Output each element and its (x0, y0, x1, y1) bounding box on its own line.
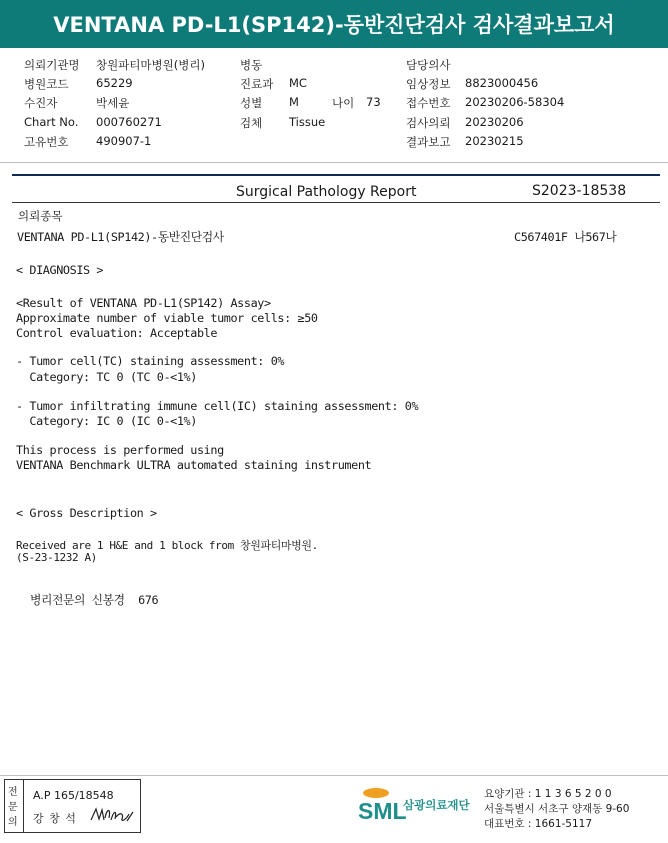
vertical-char: 문 (8, 802, 18, 813)
value-hospital-code: 65229 (96, 76, 133, 90)
label-requesting-institution: 의뢰기관명 (24, 58, 80, 72)
gross-line: Received are 1 H&E and 1 block from 창원파티마병원. (16, 539, 318, 552)
body-line: Category: IC 0 (IC 0-<1%) (16, 414, 197, 428)
value-department: MC (289, 76, 307, 90)
body-line: Approximate number of viable tumor cells: ≥50 (16, 311, 318, 325)
value-sex: M (289, 95, 299, 109)
label-chart-no: Chart No. (24, 115, 79, 129)
label-clinical-info: 임상정보 (406, 77, 451, 91)
value-clinical-info: 8823000456 (465, 76, 539, 90)
report-main-title: VENTANA PD-L1(SP142)-동반진단검사 검사결과보고서 (53, 13, 615, 37)
label-request-date: 검사의뢰 (406, 116, 451, 130)
value-report-date: 20230215 (465, 134, 524, 148)
report-title: Surgical Pathology Report (236, 184, 417, 200)
handwritten-signature-icon (89, 804, 135, 826)
request-item-value: VENTANA PD-L1(SP142)-동반진단검사 (17, 230, 224, 244)
pathologist-line: 병리전문의 신봉경 676 (30, 593, 159, 607)
provider-code: 요양기관 : 1 1 3 6 5 2 0 0 (484, 788, 612, 800)
body-line: This process is performed using (16, 443, 224, 457)
label-sex: 성별 (240, 96, 263, 110)
report-number: S2023-18538 (532, 183, 627, 199)
body-line: - Tumor infiltrating immune cell(IC) staining assessment: 0% (16, 399, 419, 413)
report-bottom-rule (12, 202, 660, 203)
label-department: 진료과 (240, 77, 274, 91)
header-divider (0, 162, 668, 163)
vertical-char: 의 (8, 817, 18, 828)
label-age: 나이 (332, 96, 355, 110)
footer-divider (0, 775, 668, 776)
gross-line: (S-23-1232 A) (16, 551, 97, 564)
value-request-date: 20230206 (465, 115, 524, 129)
label-unique-number: 고유번호 (24, 135, 69, 149)
phone-number: 대표번호 : 1661-5117 (484, 818, 593, 830)
body-line: <Result of VENTANA PD-L1(SP142) Assay> (16, 296, 271, 310)
signature-license: A.P 165/18548 (33, 789, 114, 802)
value-chart-no: 000760271 (96, 115, 162, 129)
label-specimen: 검체 (240, 116, 263, 130)
request-item-label: 의뢰종목 (18, 209, 63, 223)
vertical-char: 전 (8, 787, 18, 798)
value-unique-number: 490907-1 (96, 134, 152, 148)
label-patient: 수진자 (24, 96, 58, 110)
request-item-code: C567401F 나567나 (514, 230, 617, 244)
value-patient: 박세윤 (96, 96, 130, 110)
body-line: VENTANA Benchmark ULTRA automated staining instrument (16, 458, 372, 472)
body-line: Category: TC 0 (TC 0-<1%) (16, 370, 197, 384)
signature-box (4, 779, 141, 833)
label-hospital-code: 병원코드 (24, 77, 69, 91)
organization-name: 삼광의료재단 (403, 798, 470, 812)
report-title-bar (0, 0, 668, 48)
address: 서울특별시 서초구 양재동 9-60 (484, 803, 630, 815)
label-accession-number: 접수번호 (406, 96, 451, 110)
logo-text: SML (358, 798, 407, 824)
report-top-rule (12, 174, 660, 176)
body-line: Control evaluation: Acceptable (16, 326, 218, 340)
value-specimen: Tissue (289, 115, 326, 129)
diagnosis-heading: < DIAGNOSIS > (16, 263, 104, 277)
label-report-date: 결과보고 (406, 135, 451, 149)
value-age: 73 (366, 95, 381, 109)
value-accession-number: 20230206-58304 (465, 95, 565, 109)
label-ward: 병동 (240, 58, 263, 72)
signature-name: 강 창 석 (33, 812, 77, 825)
gross-heading: < Gross Description > (16, 506, 157, 520)
label-attending-doctor: 담당의사 (406, 58, 451, 72)
specialist-vertical-label (5, 780, 24, 832)
body-line: - Tumor cell(TC) staining assessment: 0% (16, 354, 285, 368)
value-requesting-institution: 창원파티마병원(병리) (96, 58, 205, 72)
